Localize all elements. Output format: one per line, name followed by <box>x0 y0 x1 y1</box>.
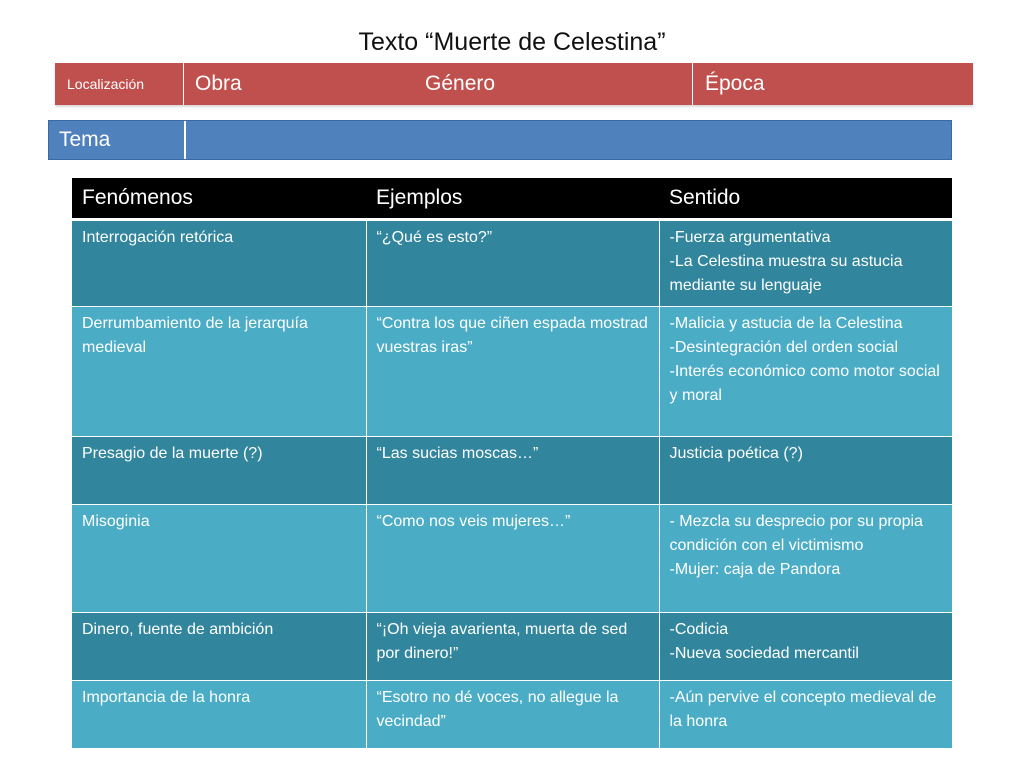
table-row <box>72 505 952 613</box>
sentido-line: -Interés económico como motor social y moral <box>669 363 940 404</box>
sentido-line: -La Celestina muestra su astucia mediante su lenguaje <box>669 253 903 294</box>
table-row <box>72 307 952 437</box>
obra-label: Obra <box>195 72 242 95</box>
table-row <box>72 437 952 505</box>
sentido-line: -Malicia y astucia de la Celestina <box>669 315 903 332</box>
sentido-cell <box>659 505 952 613</box>
table-row <box>72 220 952 307</box>
tema-band <box>48 120 952 160</box>
table-row <box>72 613 952 681</box>
header-divider <box>183 63 184 105</box>
fenomeno-cell: Misoginia <box>72 505 366 613</box>
sentido-cell <box>659 681 952 749</box>
sentido-cell <box>659 437 952 505</box>
sentido-line: -Fuerza argumentativa <box>669 229 831 246</box>
sentido-cell <box>659 613 952 681</box>
tema-divider <box>184 121 186 159</box>
epoca-label: Época <box>705 72 765 95</box>
ejemplo-cell: “Contra los que ciñen espada mostrad vuestras iras” <box>366 307 659 437</box>
ejemplo-cell: “¿Qué es esto?” <box>366 220 659 307</box>
ejemplo-cell: “Como nos veis mujeres…” <box>366 505 659 613</box>
fenomeno-cell: Dinero, fuente de ambición <box>72 613 366 681</box>
phenomena-table <box>72 178 952 749</box>
sentido-line: -Desintegración del orden social <box>669 339 899 356</box>
sentido-line: - Mezcla su desprecio por su propia condición con el victimismo <box>669 513 923 554</box>
sentido-cell <box>659 220 952 307</box>
ejemplo-cell: “Esotro no dé voces, no allegue la vecindad” <box>366 681 659 749</box>
ejemplo-cell: “¡Oh vieja avarienta, muerta de sed por dinero!” <box>366 613 659 681</box>
table-row <box>72 681 952 749</box>
column-header-ejemplos: Ejemplos <box>366 178 659 220</box>
header-band <box>55 63 973 105</box>
fenomeno-cell: Interrogación retórica <box>72 220 366 307</box>
column-header-sentido: Sentido <box>659 178 952 220</box>
header-divider <box>692 63 693 105</box>
fenomeno-cell: Derrumbamiento de la jerarquía medieval <box>72 307 366 437</box>
fenomeno-cell: Presagio de la muerte (?) <box>72 437 366 505</box>
table-header-row <box>72 178 952 220</box>
ejemplo-cell: “Las sucias moscas…” <box>366 437 659 505</box>
sentido-line: -Aún pervive el concepto medieval de la honra <box>669 689 937 730</box>
sentido-line: -Nueva sociedad mercantil <box>669 645 859 662</box>
sentido-line: -Codicia <box>669 621 729 638</box>
sentido-line: -Mujer: caja de Pandora <box>669 561 841 578</box>
sentido-line: Justicia poética (?) <box>669 445 803 462</box>
slide-title: Texto “Muerte de Celestina” <box>358 28 666 56</box>
sentido-cell <box>659 307 952 437</box>
tema-label: Tema <box>59 128 111 151</box>
localizacion-label: Localización <box>67 76 145 92</box>
genero-label: Género <box>425 72 496 95</box>
fenomeno-cell: Importancia de la honra <box>72 681 366 749</box>
column-header-fenomenos: Fenómenos <box>72 178 366 220</box>
